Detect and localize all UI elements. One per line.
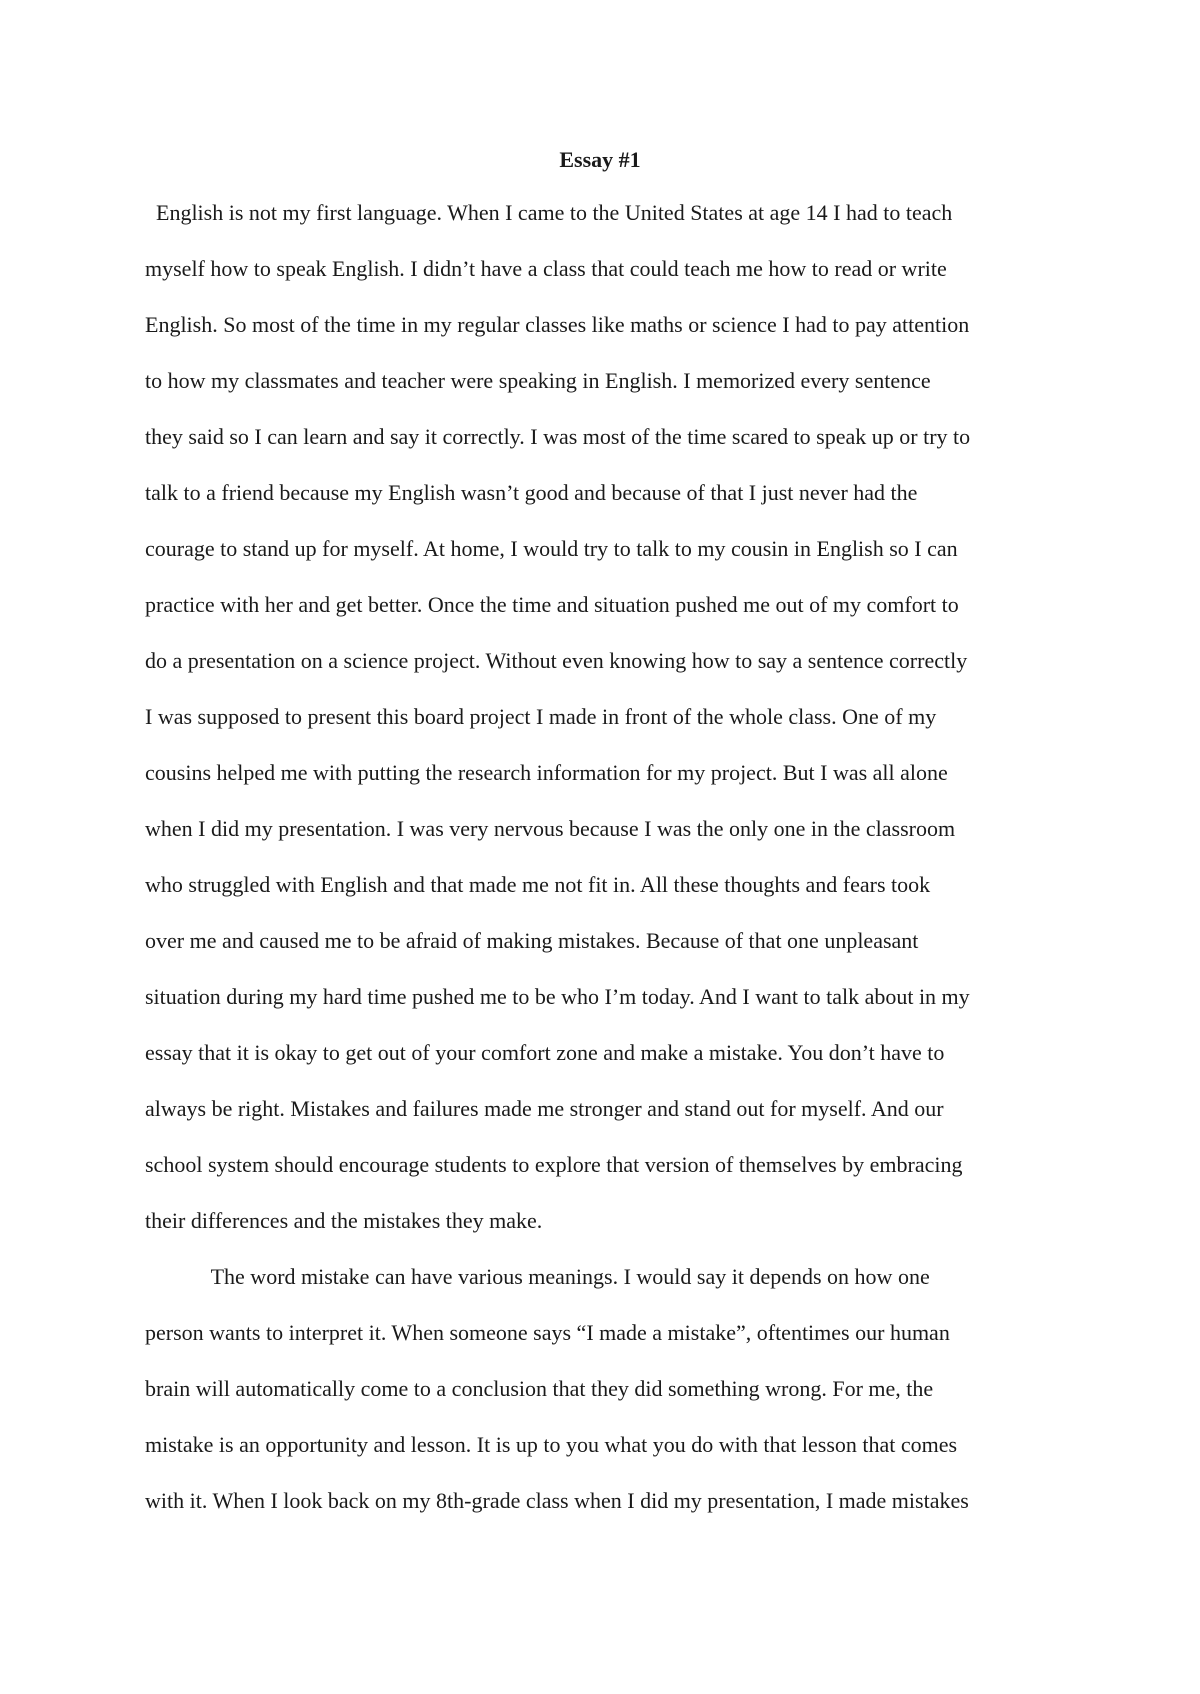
essay-line: mistake is an opportunity and lesson. It is up to you what you do with that lesson that comes [145,1432,958,1457]
essay-line: essay that it is okay to get out of your comfort zone and make a mistake. You don’t have to [145,1040,945,1065]
essay-line: situation during my hard time pushed me to be who I’m today. And I want to talk about in my [145,984,970,1009]
essay-body [145,198,1065,1542]
essay-line: with it. When I look back on my 8th-grade class when I did my presentation, I made mistakes [145,1488,969,1513]
essay-line: do a presentation on a science project. Without even knowing how to say a sentence correctly [145,648,968,673]
essay-line: practice with her and get better. Once the time and situation pushed me out of my comfort to [145,592,959,617]
essay-line: cousins helped me with putting the research information for my project. But I was all alone [145,760,948,785]
essay-line: myself how to speak English. I didn’t have a class that could teach me how to read or write [145,256,947,281]
essay-line: talk to a friend because my English wasn’t good and because of that I just never had the [145,480,918,505]
essay-line: they said so I can learn and say it correctly. I was most of the time scared to speak up or try to [145,424,971,449]
essay-line: school system should encourage students to explore that version of themselves by embracing [145,1152,963,1177]
essay-line: over me and caused me to be afraid of making mistakes. Because of that one unpleasant [145,928,919,953]
essay-line: who struggled with English and that made me not fit in. All these thoughts and fears took [145,872,931,897]
essay-line: always be right. Mistakes and failures made me stronger and stand out for myself. And our [145,1096,944,1121]
essay-title: Essay #1 [559,147,641,172]
essay-line: to how my classmates and teacher were speaking in English. I memorized every sentence [145,368,931,393]
essay-line: when I did my presentation. I was very nervous because I was the only one in the classroom [145,816,956,841]
essay-line: I was supposed to present this board project I made in front of the whole class. One of my [145,704,937,729]
essay-line: English. So most of the time in my regular classes like maths or science I had to pay attention [145,312,970,337]
essay-line: brain will automatically come to a conclusion that they did something wrong. For me, the [145,1376,934,1401]
essay-line: The word mistake can have various meanings. I would say it depends on how one [145,1264,930,1289]
essay-line: person wants to interpret it. When someone says “I made a mistake”, oftentimes our human [145,1320,950,1345]
essay-line: courage to stand up for myself. At home, I would try to talk to my cousin in English so I can [145,536,958,561]
essay-line: English is not my first language. When I came to the United States at age 14 I had to teach [145,200,953,225]
essay-line: their differences and the mistakes they make. [145,1208,543,1233]
